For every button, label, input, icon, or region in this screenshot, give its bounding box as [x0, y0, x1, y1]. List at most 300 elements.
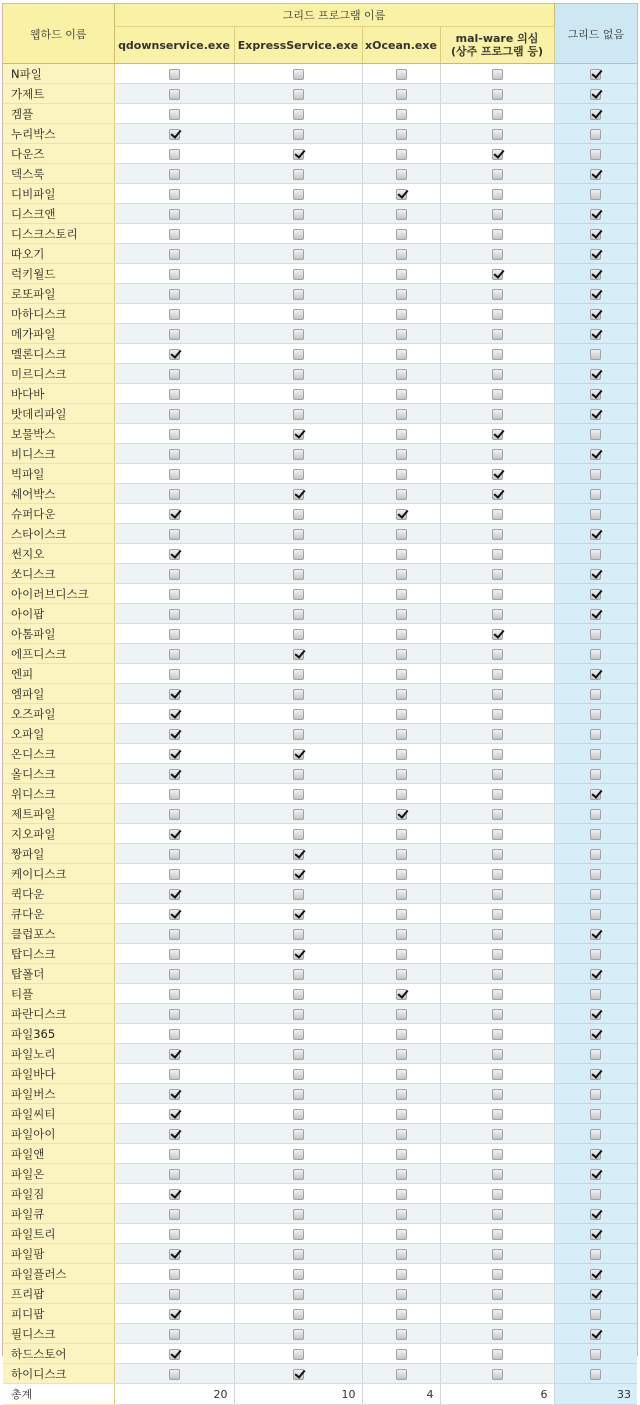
unchecked-checkbox[interactable] [590, 129, 601, 140]
unchecked-checkbox[interactable] [492, 709, 503, 720]
checked-checkbox[interactable] [590, 529, 601, 540]
unchecked-checkbox[interactable] [293, 389, 304, 400]
unchecked-checkbox[interactable] [492, 129, 503, 140]
checked-checkbox[interactable] [169, 889, 180, 900]
unchecked-checkbox[interactable] [396, 669, 407, 680]
checked-checkbox[interactable] [590, 589, 601, 600]
unchecked-checkbox[interactable] [492, 969, 503, 980]
unchecked-checkbox[interactable] [293, 329, 304, 340]
unchecked-checkbox[interactable] [492, 1189, 503, 1200]
unchecked-checkbox[interactable] [396, 1209, 407, 1220]
unchecked-checkbox[interactable] [396, 89, 407, 100]
unchecked-checkbox[interactable] [396, 309, 407, 320]
unchecked-checkbox[interactable] [293, 1029, 304, 1040]
unchecked-checkbox[interactable] [293, 669, 304, 680]
checked-checkbox[interactable] [169, 729, 180, 740]
checked-checkbox[interactable] [590, 389, 601, 400]
unchecked-checkbox[interactable] [293, 309, 304, 320]
unchecked-checkbox[interactable] [492, 249, 503, 260]
unchecked-checkbox[interactable] [590, 709, 601, 720]
unchecked-checkbox[interactable] [293, 829, 304, 840]
unchecked-checkbox[interactable] [492, 289, 503, 300]
unchecked-checkbox[interactable] [396, 1269, 407, 1280]
checked-checkbox[interactable] [492, 489, 503, 500]
unchecked-checkbox[interactable] [590, 1189, 601, 1200]
unchecked-checkbox[interactable] [293, 1169, 304, 1180]
checked-checkbox[interactable] [590, 309, 601, 320]
unchecked-checkbox[interactable] [492, 229, 503, 240]
unchecked-checkbox[interactable] [169, 329, 180, 340]
unchecked-checkbox[interactable] [492, 1149, 503, 1160]
checked-checkbox[interactable] [169, 129, 180, 140]
unchecked-checkbox[interactable] [492, 1229, 503, 1240]
unchecked-checkbox[interactable] [492, 1029, 503, 1040]
unchecked-checkbox[interactable] [396, 649, 407, 660]
unchecked-checkbox[interactable] [492, 849, 503, 860]
unchecked-checkbox[interactable] [396, 1049, 407, 1060]
unchecked-checkbox[interactable] [293, 1229, 304, 1240]
unchecked-checkbox[interactable] [590, 869, 601, 880]
unchecked-checkbox[interactable] [492, 1249, 503, 1260]
unchecked-checkbox[interactable] [293, 1289, 304, 1300]
unchecked-checkbox[interactable] [293, 129, 304, 140]
unchecked-checkbox[interactable] [590, 649, 601, 660]
unchecked-checkbox[interactable] [293, 1209, 304, 1220]
unchecked-checkbox[interactable] [492, 449, 503, 460]
unchecked-checkbox[interactable] [396, 449, 407, 460]
checked-checkbox[interactable] [590, 229, 601, 240]
checked-checkbox[interactable] [590, 169, 601, 180]
unchecked-checkbox[interactable] [396, 1009, 407, 1020]
checked-checkbox[interactable] [590, 1329, 601, 1340]
unchecked-checkbox[interactable] [492, 1329, 503, 1340]
checked-checkbox[interactable] [590, 1269, 601, 1280]
checked-checkbox[interactable] [590, 669, 601, 680]
unchecked-checkbox[interactable] [590, 469, 601, 480]
unchecked-checkbox[interactable] [492, 529, 503, 540]
unchecked-checkbox[interactable] [293, 469, 304, 480]
unchecked-checkbox[interactable] [293, 1249, 304, 1260]
unchecked-checkbox[interactable] [293, 69, 304, 80]
checked-checkbox[interactable] [169, 909, 180, 920]
unchecked-checkbox[interactable] [590, 889, 601, 900]
unchecked-checkbox[interactable] [293, 549, 304, 560]
unchecked-checkbox[interactable] [293, 529, 304, 540]
checked-checkbox[interactable] [293, 749, 304, 760]
unchecked-checkbox[interactable] [396, 369, 407, 380]
unchecked-checkbox[interactable] [293, 109, 304, 120]
unchecked-checkbox[interactable] [492, 1209, 503, 1220]
unchecked-checkbox[interactable] [396, 709, 407, 720]
unchecked-checkbox[interactable] [396, 1189, 407, 1200]
unchecked-checkbox[interactable] [590, 1369, 601, 1380]
unchecked-checkbox[interactable] [396, 469, 407, 480]
unchecked-checkbox[interactable] [396, 1149, 407, 1160]
unchecked-checkbox[interactable] [396, 109, 407, 120]
checked-checkbox[interactable] [169, 1349, 180, 1360]
unchecked-checkbox[interactable] [293, 989, 304, 1000]
unchecked-checkbox[interactable] [492, 309, 503, 320]
checked-checkbox[interactable] [590, 209, 601, 220]
checked-checkbox[interactable] [492, 629, 503, 640]
unchecked-checkbox[interactable] [396, 1169, 407, 1180]
unchecked-checkbox[interactable] [396, 129, 407, 140]
unchecked-checkbox[interactable] [169, 469, 180, 480]
unchecked-checkbox[interactable] [293, 369, 304, 380]
unchecked-checkbox[interactable] [492, 1349, 503, 1360]
unchecked-checkbox[interactable] [492, 389, 503, 400]
checked-checkbox[interactable] [590, 1029, 601, 1040]
unchecked-checkbox[interactable] [396, 289, 407, 300]
unchecked-checkbox[interactable] [396, 1249, 407, 1260]
unchecked-checkbox[interactable] [396, 349, 407, 360]
unchecked-checkbox[interactable] [169, 249, 180, 260]
unchecked-checkbox[interactable] [293, 729, 304, 740]
unchecked-checkbox[interactable] [293, 769, 304, 780]
unchecked-checkbox[interactable] [590, 829, 601, 840]
checked-checkbox[interactable] [169, 769, 180, 780]
unchecked-checkbox[interactable] [169, 209, 180, 220]
unchecked-checkbox[interactable] [492, 929, 503, 940]
checked-checkbox[interactable] [396, 809, 407, 820]
unchecked-checkbox[interactable] [590, 1309, 601, 1320]
unchecked-checkbox[interactable] [492, 329, 503, 340]
unchecked-checkbox[interactable] [492, 1269, 503, 1280]
unchecked-checkbox[interactable] [590, 1129, 601, 1140]
checked-checkbox[interactable] [492, 429, 503, 440]
unchecked-checkbox[interactable] [492, 949, 503, 960]
unchecked-checkbox[interactable] [293, 1089, 304, 1100]
checked-checkbox[interactable] [293, 649, 304, 660]
unchecked-checkbox[interactable] [590, 149, 601, 160]
unchecked-checkbox[interactable] [492, 689, 503, 700]
unchecked-checkbox[interactable] [169, 109, 180, 120]
unchecked-checkbox[interactable] [293, 789, 304, 800]
unchecked-checkbox[interactable] [396, 909, 407, 920]
unchecked-checkbox[interactable] [396, 149, 407, 160]
unchecked-checkbox[interactable] [396, 689, 407, 700]
checked-checkbox[interactable] [396, 189, 407, 200]
unchecked-checkbox[interactable] [293, 89, 304, 100]
checked-checkbox[interactable] [169, 1129, 180, 1140]
unchecked-checkbox[interactable] [169, 69, 180, 80]
unchecked-checkbox[interactable] [169, 1329, 180, 1340]
checked-checkbox[interactable] [590, 409, 601, 420]
unchecked-checkbox[interactable] [293, 709, 304, 720]
unchecked-checkbox[interactable] [492, 1129, 503, 1140]
checked-checkbox[interactable] [169, 749, 180, 760]
unchecked-checkbox[interactable] [590, 1249, 601, 1260]
unchecked-checkbox[interactable] [492, 409, 503, 420]
unchecked-checkbox[interactable] [492, 729, 503, 740]
unchecked-checkbox[interactable] [396, 1089, 407, 1100]
unchecked-checkbox[interactable] [169, 1369, 180, 1380]
unchecked-checkbox[interactable] [492, 829, 503, 840]
unchecked-checkbox[interactable] [492, 1009, 503, 1020]
unchecked-checkbox[interactable] [169, 929, 180, 940]
unchecked-checkbox[interactable] [169, 1269, 180, 1280]
unchecked-checkbox[interactable] [396, 849, 407, 860]
checked-checkbox[interactable] [590, 929, 601, 940]
unchecked-checkbox[interactable] [293, 1149, 304, 1160]
unchecked-checkbox[interactable] [492, 369, 503, 380]
checked-checkbox[interactable] [590, 289, 601, 300]
checked-checkbox[interactable] [396, 509, 407, 520]
unchecked-checkbox[interactable] [169, 629, 180, 640]
checked-checkbox[interactable] [590, 449, 601, 460]
checked-checkbox[interactable] [293, 869, 304, 880]
unchecked-checkbox[interactable] [293, 969, 304, 980]
unchecked-checkbox[interactable] [169, 609, 180, 620]
unchecked-checkbox[interactable] [169, 1149, 180, 1160]
checked-checkbox[interactable] [492, 469, 503, 480]
unchecked-checkbox[interactable] [492, 1169, 503, 1180]
unchecked-checkbox[interactable] [492, 1049, 503, 1060]
unchecked-checkbox[interactable] [293, 569, 304, 580]
unchecked-checkbox[interactable] [169, 449, 180, 460]
unchecked-checkbox[interactable] [293, 1069, 304, 1080]
unchecked-checkbox[interactable] [293, 1009, 304, 1020]
unchecked-checkbox[interactable] [492, 1369, 503, 1380]
unchecked-checkbox[interactable] [293, 189, 304, 200]
unchecked-checkbox[interactable] [293, 889, 304, 900]
unchecked-checkbox[interactable] [590, 429, 601, 440]
unchecked-checkbox[interactable] [169, 1289, 180, 1300]
checked-checkbox[interactable] [590, 969, 601, 980]
checked-checkbox[interactable] [590, 1069, 601, 1080]
unchecked-checkbox[interactable] [492, 609, 503, 620]
unchecked-checkbox[interactable] [293, 609, 304, 620]
unchecked-checkbox[interactable] [169, 489, 180, 500]
unchecked-checkbox[interactable] [396, 929, 407, 940]
unchecked-checkbox[interactable] [169, 289, 180, 300]
unchecked-checkbox[interactable] [169, 229, 180, 240]
unchecked-checkbox[interactable] [169, 89, 180, 100]
unchecked-checkbox[interactable] [396, 1349, 407, 1360]
unchecked-checkbox[interactable] [293, 409, 304, 420]
checked-checkbox[interactable] [169, 1189, 180, 1200]
unchecked-checkbox[interactable] [396, 489, 407, 500]
checked-checkbox[interactable] [590, 109, 601, 120]
unchecked-checkbox[interactable] [396, 169, 407, 180]
unchecked-checkbox[interactable] [590, 769, 601, 780]
unchecked-checkbox[interactable] [396, 549, 407, 560]
unchecked-checkbox[interactable] [169, 1009, 180, 1020]
unchecked-checkbox[interactable] [492, 989, 503, 1000]
unchecked-checkbox[interactable] [169, 649, 180, 660]
checked-checkbox[interactable] [293, 429, 304, 440]
unchecked-checkbox[interactable] [169, 389, 180, 400]
checked-checkbox[interactable] [396, 989, 407, 1000]
unchecked-checkbox[interactable] [492, 169, 503, 180]
unchecked-checkbox[interactable] [169, 569, 180, 580]
unchecked-checkbox[interactable] [293, 209, 304, 220]
unchecked-checkbox[interactable] [169, 429, 180, 440]
unchecked-checkbox[interactable] [396, 729, 407, 740]
checked-checkbox[interactable] [169, 1109, 180, 1120]
checked-checkbox[interactable] [590, 1229, 601, 1240]
unchecked-checkbox[interactable] [590, 689, 601, 700]
unchecked-checkbox[interactable] [169, 949, 180, 960]
unchecked-checkbox[interactable] [293, 289, 304, 300]
unchecked-checkbox[interactable] [590, 189, 601, 200]
checked-checkbox[interactable] [169, 689, 180, 700]
unchecked-checkbox[interactable] [590, 629, 601, 640]
unchecked-checkbox[interactable] [169, 1029, 180, 1040]
unchecked-checkbox[interactable] [293, 1189, 304, 1200]
unchecked-checkbox[interactable] [492, 1109, 503, 1120]
unchecked-checkbox[interactable] [396, 1069, 407, 1080]
unchecked-checkbox[interactable] [169, 529, 180, 540]
unchecked-checkbox[interactable] [590, 949, 601, 960]
unchecked-checkbox[interactable] [169, 149, 180, 160]
checked-checkbox[interactable] [169, 549, 180, 560]
unchecked-checkbox[interactable] [492, 1069, 503, 1080]
unchecked-checkbox[interactable] [169, 669, 180, 680]
unchecked-checkbox[interactable] [396, 209, 407, 220]
checked-checkbox[interactable] [169, 829, 180, 840]
unchecked-checkbox[interactable] [396, 389, 407, 400]
unchecked-checkbox[interactable] [293, 1349, 304, 1360]
checked-checkbox[interactable] [590, 1149, 601, 1160]
unchecked-checkbox[interactable] [492, 1309, 503, 1320]
checked-checkbox[interactable] [293, 1369, 304, 1380]
unchecked-checkbox[interactable] [396, 829, 407, 840]
unchecked-checkbox[interactable] [169, 1069, 180, 1080]
checked-checkbox[interactable] [590, 569, 601, 580]
unchecked-checkbox[interactable] [169, 409, 180, 420]
checked-checkbox[interactable] [169, 349, 180, 360]
unchecked-checkbox[interactable] [396, 269, 407, 280]
unchecked-checkbox[interactable] [293, 1129, 304, 1140]
unchecked-checkbox[interactable] [293, 1269, 304, 1280]
checked-checkbox[interactable] [169, 1049, 180, 1060]
checked-checkbox[interactable] [293, 489, 304, 500]
unchecked-checkbox[interactable] [169, 189, 180, 200]
unchecked-checkbox[interactable] [492, 809, 503, 820]
unchecked-checkbox[interactable] [396, 229, 407, 240]
unchecked-checkbox[interactable] [169, 969, 180, 980]
unchecked-checkbox[interactable] [590, 809, 601, 820]
checked-checkbox[interactable] [293, 909, 304, 920]
checked-checkbox[interactable] [169, 509, 180, 520]
unchecked-checkbox[interactable] [492, 1089, 503, 1100]
checked-checkbox[interactable] [169, 1089, 180, 1100]
checked-checkbox[interactable] [169, 1249, 180, 1260]
unchecked-checkbox[interactable] [590, 489, 601, 500]
unchecked-checkbox[interactable] [293, 689, 304, 700]
unchecked-checkbox[interactable] [293, 449, 304, 460]
unchecked-checkbox[interactable] [396, 969, 407, 980]
unchecked-checkbox[interactable] [492, 909, 503, 920]
unchecked-checkbox[interactable] [492, 789, 503, 800]
checked-checkbox[interactable] [590, 269, 601, 280]
unchecked-checkbox[interactable] [396, 769, 407, 780]
unchecked-checkbox[interactable] [590, 509, 601, 520]
unchecked-checkbox[interactable] [169, 989, 180, 1000]
unchecked-checkbox[interactable] [492, 649, 503, 660]
unchecked-checkbox[interactable] [396, 1029, 407, 1040]
unchecked-checkbox[interactable] [492, 209, 503, 220]
unchecked-checkbox[interactable] [293, 629, 304, 640]
unchecked-checkbox[interactable] [492, 869, 503, 880]
checked-checkbox[interactable] [590, 609, 601, 620]
unchecked-checkbox[interactable] [169, 809, 180, 820]
unchecked-checkbox[interactable] [396, 429, 407, 440]
unchecked-checkbox[interactable] [492, 189, 503, 200]
unchecked-checkbox[interactable] [396, 629, 407, 640]
unchecked-checkbox[interactable] [169, 869, 180, 880]
checked-checkbox[interactable] [169, 1309, 180, 1320]
checked-checkbox[interactable] [590, 249, 601, 260]
checked-checkbox[interactable] [293, 149, 304, 160]
unchecked-checkbox[interactable] [396, 1289, 407, 1300]
unchecked-checkbox[interactable] [590, 909, 601, 920]
unchecked-checkbox[interactable] [169, 169, 180, 180]
unchecked-checkbox[interactable] [293, 1049, 304, 1060]
checked-checkbox[interactable] [169, 709, 180, 720]
unchecked-checkbox[interactable] [492, 109, 503, 120]
unchecked-checkbox[interactable] [396, 409, 407, 420]
unchecked-checkbox[interactable] [396, 789, 407, 800]
unchecked-checkbox[interactable] [396, 1329, 407, 1340]
checked-checkbox[interactable] [590, 369, 601, 380]
unchecked-checkbox[interactable] [396, 1109, 407, 1120]
checked-checkbox[interactable] [590, 1209, 601, 1220]
unchecked-checkbox[interactable] [492, 889, 503, 900]
checked-checkbox[interactable] [590, 1289, 601, 1300]
unchecked-checkbox[interactable] [396, 749, 407, 760]
unchecked-checkbox[interactable] [396, 889, 407, 900]
checked-checkbox[interactable] [492, 269, 503, 280]
unchecked-checkbox[interactable] [492, 589, 503, 600]
unchecked-checkbox[interactable] [492, 349, 503, 360]
unchecked-checkbox[interactable] [590, 989, 601, 1000]
unchecked-checkbox[interactable] [293, 509, 304, 520]
checked-checkbox[interactable] [590, 789, 601, 800]
unchecked-checkbox[interactable] [396, 1129, 407, 1140]
unchecked-checkbox[interactable] [492, 749, 503, 760]
unchecked-checkbox[interactable] [590, 1349, 601, 1360]
unchecked-checkbox[interactable] [169, 269, 180, 280]
unchecked-checkbox[interactable] [396, 949, 407, 960]
unchecked-checkbox[interactable] [492, 569, 503, 580]
unchecked-checkbox[interactable] [293, 1309, 304, 1320]
unchecked-checkbox[interactable] [492, 549, 503, 560]
checked-checkbox[interactable] [590, 1009, 601, 1020]
unchecked-checkbox[interactable] [293, 929, 304, 940]
unchecked-checkbox[interactable] [293, 809, 304, 820]
unchecked-checkbox[interactable] [396, 569, 407, 580]
unchecked-checkbox[interactable] [293, 249, 304, 260]
unchecked-checkbox[interactable] [169, 1229, 180, 1240]
unchecked-checkbox[interactable] [590, 1049, 601, 1060]
checked-checkbox[interactable] [293, 849, 304, 860]
checked-checkbox[interactable] [590, 329, 601, 340]
unchecked-checkbox[interactable] [169, 589, 180, 600]
checked-checkbox[interactable] [492, 149, 503, 160]
unchecked-checkbox[interactable] [590, 729, 601, 740]
unchecked-checkbox[interactable] [396, 589, 407, 600]
unchecked-checkbox[interactable] [396, 529, 407, 540]
unchecked-checkbox[interactable] [396, 1229, 407, 1240]
unchecked-checkbox[interactable] [590, 349, 601, 360]
unchecked-checkbox[interactable] [293, 1109, 304, 1120]
unchecked-checkbox[interactable] [396, 249, 407, 260]
unchecked-checkbox[interactable] [169, 1209, 180, 1220]
unchecked-checkbox[interactable] [293, 589, 304, 600]
unchecked-checkbox[interactable] [293, 269, 304, 280]
